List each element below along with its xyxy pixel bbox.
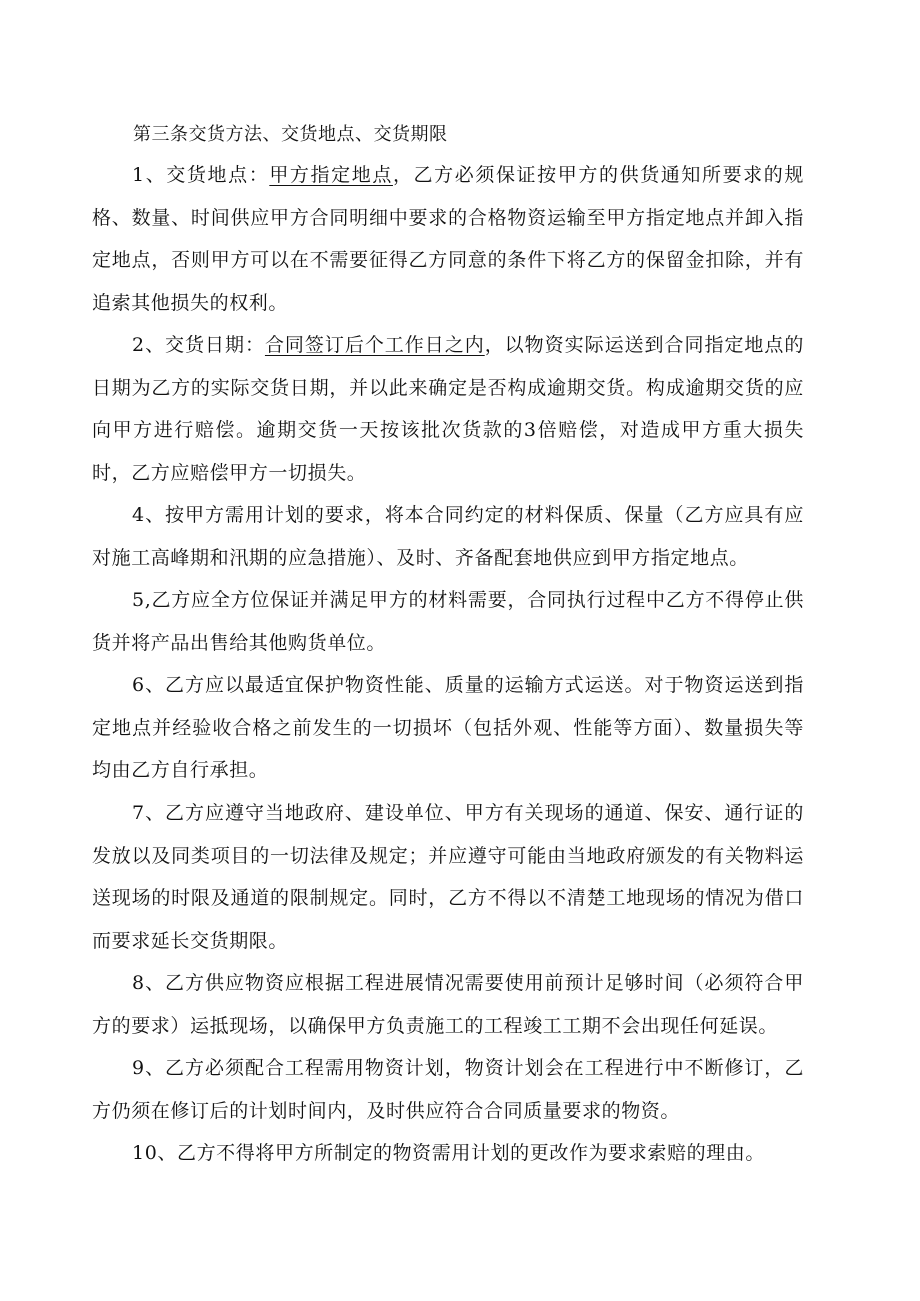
clause-9: 9、乙方必须配合工程需用物资计划，物资计划会在工程进行中不断修订，乙方仍须在修订后的计划时间内，及时供应符合合同质量要求的物资。	[92, 1057, 804, 1122]
clause-2-lead: 2、交货日期：	[132, 334, 265, 356]
clause-4: 4、按甲方需用计划的要求，将本合同约定的材料保质、保量（乙方应具有应对施工高峰期和汛期的应急措施）、及时、齐备配套地供应到甲方指定地点。	[92, 504, 804, 569]
clause-7: 7、乙方应遵守当地政府、建设单位、甲方有关现场的通道、保安、通行证的发放以及同类项目的一切法律及规定；并应遵守可能由当地政府颁发的有关物料运送现场的时限及通道的限制规定。同时，乙方不得以不清楚工地现场的情况为借口而要求延长交货期限。	[92, 802, 804, 952]
clause-2-underlined-term: 合同签订后个工作日之内	[264, 334, 485, 356]
clause-8: 8、乙方供应物资应根据工程进展情况需要使用前预计足够时间（必须符合甲方的要求）运抵现场，以确保甲方负责施工的工程竣工工期不会出现任何延误。	[92, 972, 804, 1037]
clause-5: 5,乙方应全方位保证并满足甲方的材料需要，合同执行过程中乙方不得停止供货并将产品出售给其他购货单位。	[92, 589, 804, 654]
clause-2	[92, 324, 804, 494]
clause-1	[92, 154, 804, 324]
clause-1-body: ，乙方必须保证按甲方的供货通知所要求的规格、数量、时间供应甲方合同明细中要求的合格物资运输至甲方指定地点并卸入指定地点，否则甲方可以在不需要征得乙方同意的条件下将乙方的保留金扣除，并有追索其他损失的权利。	[92, 164, 804, 314]
clause-1-underlined-term: 甲方指定地点	[269, 164, 393, 186]
clause-2-body: ，以物资实际运送到合同指定地点的日期为乙方的实际交货日期，并以此来确定是否构成逾期交货。构成逾期交货的应向甲方进行赔偿。逾期交货一天按该批次货款的3倍赔偿，对造成甲方重大损失时，乙方应赔偿甲方一切损失。	[92, 334, 804, 484]
clause-6: 6、乙方应以最适宜保护物资性能、质量的运输方式运送。对于物资运送到指定地点并经验收合格之前发生的一切损坏（包括外观、性能等方面）、数量损失等均由乙方自行承担。	[92, 674, 804, 781]
section-heading: 第三条交货方法、交货地点、交货期限	[133, 124, 448, 145]
clause-10: 10、乙方不得将甲方所制定的物资需用计划的更改作为要求索赔的理由。	[132, 1142, 765, 1164]
clause-1-lead: 1、交货地点：	[132, 164, 270, 186]
